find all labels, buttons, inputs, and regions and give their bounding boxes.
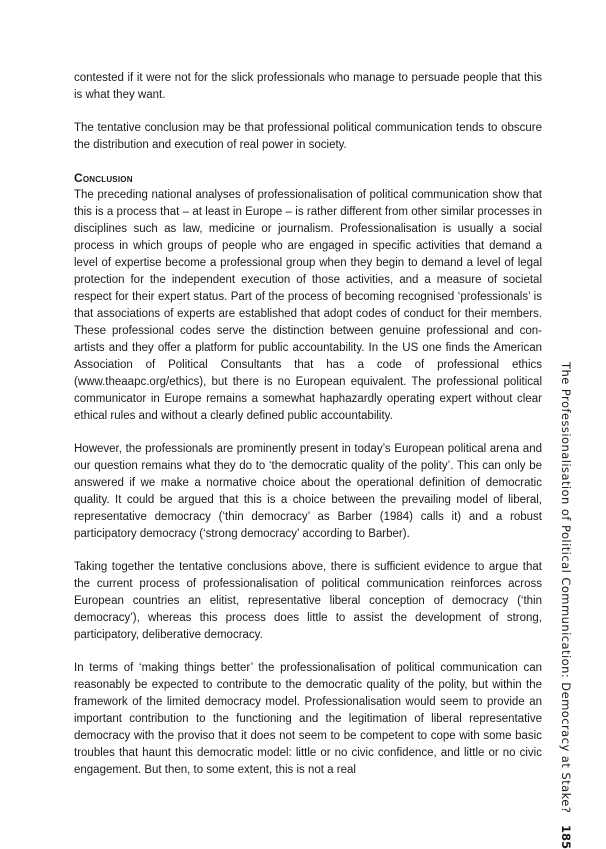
paragraph-4: However, the professionals are prominently present in today’s European political arena and our question remains what they do to ‘the democratic quality of the polity’. This can only be answered if we make a normative choice about the operational definition of democratic quality. It could be argued that this is a choice between the prevailing model of liberal, representative democracy (‘thin democracy’ as Barber (1984) calls it) and a robust participatory democracy (‘strong democracy’ according to Barber). — [74, 443, 542, 540]
page-body — [74, 70, 542, 779]
paragraph-2: The tentative conclusion may be that professional political communication tends to obscure the distribution and execution of real power in society. — [74, 122, 542, 151]
paragraph-3: The preceding national analyses of professionalisation of political communication show that this is a process that – at least in Europe – is rather different from other similar processes in disciplines such as law, medicine or journalism. Professionalisation is usually a social process in which groups of people who are engaged in specific activities that demand a level of expertise become a professional group when they begin to demand a level of legal protection for the independent execution of those activities, and a measure of societal respect for their expert status. Part of the process of becoming recognised ‘professionals’ is that associations of experts are established that adopt codes of conduct for their members. These professional codes serve the distinction between genuine professional and con-artists and they offer a platform for public accountability. In the US one finds the American Association of Political Consultants that has a code of professional ethics (www.theaapc.org/ethics), but there is no European equivalent. The professional political communicator in Europe remains a somewhat haphazardly operating expert without clear ethical rules and without a clearly defined public accountability. — [74, 189, 542, 422]
page-number: 185 — [559, 825, 573, 849]
section-heading: Conclusion — [74, 171, 133, 185]
running-head — [555, 362, 577, 849]
paragraph-1: contested if it were not for the slick professionals who manage to persuade people that this is what they want. — [74, 72, 542, 101]
paragraph-6: In terms of ‘making things better’ the professionalisation of political communication can reasonably be expected to contribute to the democratic quality of the polity, but within the framework of the limited democracy model. Professionalisation would seem to provide an important contribution to the functioning and the legitimation of liberal representative democracy with the proviso that it does not seem to be competent to cope with some basic troubles that haunt this democratic model: little or no civic confidence, and little or no civic engagement. But then, to some extent, this is not a real — [74, 662, 542, 776]
running-head-title: The Professionalisation of Political Communication: Democracy at Stake? — [559, 362, 573, 814]
paragraph-5: Taking together the tentative conclusions above, there is sufficient evidence to argue that the current process of professionalisation of political communication reinforces across European countries an elitist, representative liberal conception of democracy (‘thin democracy’), whereas this process does little to assist the development of strong, participatory, deliberative democracy. — [74, 561, 542, 641]
